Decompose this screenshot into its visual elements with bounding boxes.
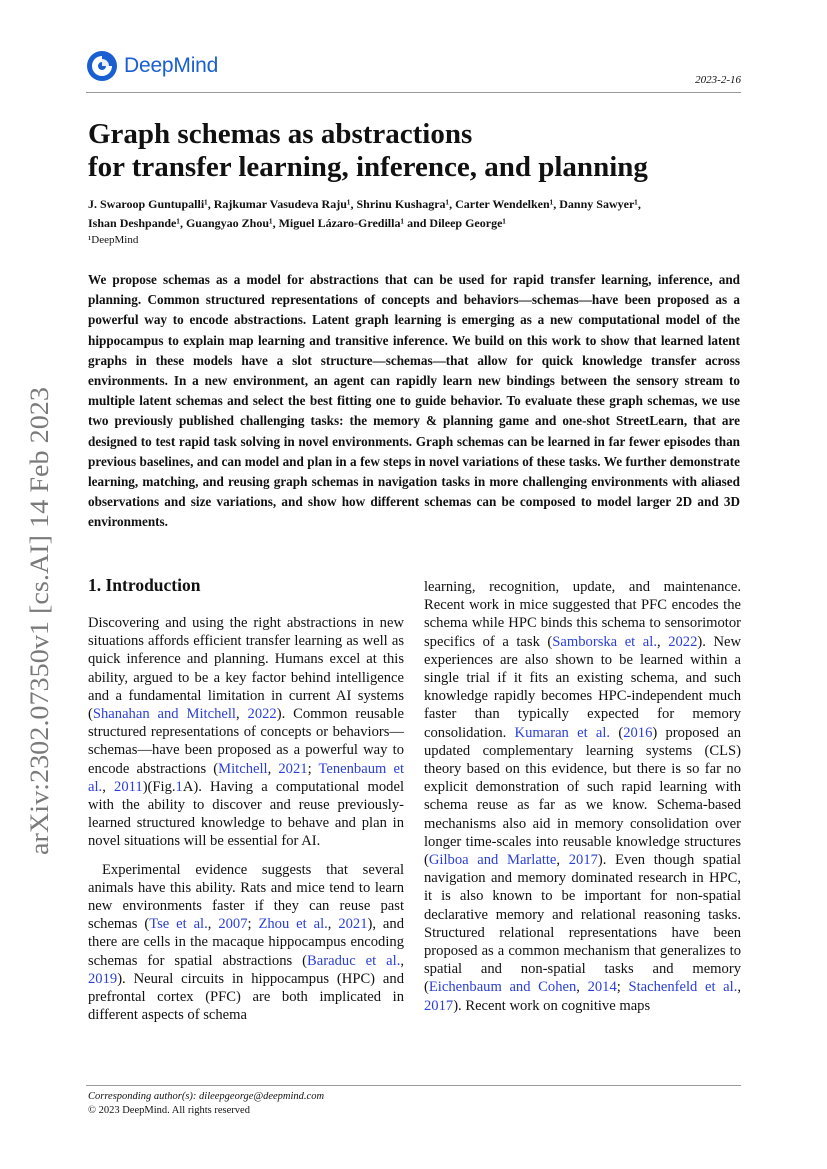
body-text: , [235, 706, 248, 723]
citation-link[interactable]: Kumaran et al. [514, 724, 611, 741]
body-text: , [327, 916, 339, 933]
citation-link[interactable]: 2016 [623, 724, 653, 741]
body-text: , [400, 952, 404, 969]
deepmind-logo-icon [86, 50, 118, 82]
abstract: We propose schemas as a model for abstractions that can be used for rapid transfer learning, inference, and planning. Common structured representations of concepts and behaviors—schemas—have been proposed as a powerful way to encode abstractions. Latent graph learning is emerging as a new computational model of the hippocampus to explain map learning and transitive inference. We build on this work to show that learned latent graphs in these models have a slot structure—schemas—that allow for quick knowledge transfer across environments. In a new environment, an agent can rapidly learn new bindings between the sensory stream to multiple latent schemas and select the best fitting one to guide behavior. To evaluate these graph schemas, we use two previously published challenging tasks: the memory & planning game and one-shot StreetLearn, that are designed to test rapid task solving in novel environments. Graph schemas can be learned in far fewer episodes than previous baselines, and can model and plan in a few steps in novel variations of these tasks. We further demonstrate learning, matching, and reusing graph schemas in navigation tasks in more challenging environments with aliased observations and size variations, and show how different schemas can be composed to model larger 2D and 3D environments. [88, 272, 740, 530]
deepmind-logo [86, 50, 218, 82]
body-text: ). Common reusable structured representations of concepts or behaviors—schemas—have been proposed as a powerful way to encode abstractions ( [88, 706, 404, 777]
body-text: , [267, 760, 279, 777]
body-text: ) proposed an updated complementary learning systems (CLS) theory based on this evidence, but there is so far no explicit demonstration of such rapid learning with schema reuse as far as we know. Schema-based mechanisms also aid in memory consolidation over longer time-scales into reusable knowledge structures ( [424, 724, 742, 869]
author-list [88, 195, 738, 233]
body-text: , [737, 979, 742, 996]
body-text: ( [610, 724, 624, 741]
arxiv-stamp [18, 385, 58, 855]
body-text: ; [247, 916, 259, 933]
body-text: ; [307, 760, 319, 777]
body-column-left [88, 614, 404, 1024]
body-text: , [576, 979, 588, 996]
footer [88, 1090, 324, 1118]
authors-line-2: Ishan Deshpande¹, Guangyao Zhou¹, Miguel Lázaro-Gredilla¹ and Dileep George¹ [88, 216, 506, 230]
body-text: ). Even though spatial navigation and memory dominated research in HPC, it is also known to be important for non-spatial declarative memory and relational reasoning tasks. Structured relational representations have been proposed as a common mechanism that generalizes to spatial and non-spatial tasks and memory ( [424, 852, 741, 996]
citation-link[interactable]: 2017 [568, 852, 598, 869]
citation-link[interactable]: Baraduc et al. [307, 952, 401, 969]
paragraph [424, 578, 741, 1015]
copyright: © 2023 DeepMind. All rights reserved [88, 1105, 250, 1116]
body-column-right [424, 578, 741, 1015]
citation-link[interactable]: 2022 [247, 706, 277, 723]
title-line-1: Graph schemas as abstractions [88, 118, 473, 150]
citation-link[interactable]: Samborska et al. [552, 633, 657, 650]
body-text: Experimental evidence suggests that several animals have this ability. Rats and mice tend to learn new environments faster if they can reuse past schemas ( [88, 861, 404, 933]
citation-link[interactable]: 1 [175, 778, 183, 795]
body-text: ). Neural circuits in hippocampus (HPC) and prefrontal cortex (PFC) are both implicated in different aspects of schema [88, 970, 404, 1024]
publication-date: 2023-2-16 [695, 74, 741, 86]
body-text: ). Recent work on cognitive maps [453, 997, 651, 1014]
citation-link[interactable]: 2021 [278, 760, 308, 777]
citation-link[interactable]: Tse et al. [149, 916, 208, 933]
citation-link[interactable]: 2011 [114, 778, 143, 795]
citation-link[interactable]: Eichenbaum and Cohen [428, 979, 577, 996]
citation-link[interactable]: Shanahan and Mitchell [92, 706, 236, 723]
body-text: A). Having a computational model with the ability to discover and reuse previously-learned structured knowledge to behave and plan in novel situations will be essential for AI. [88, 778, 405, 850]
citation-link[interactable]: 2014 [587, 979, 617, 996]
body-text: Discovering and using the right abstractions in new situations affords efficient transfer learning as well as quick inference and planning. Humans excel at this ability, argued to be a key factor behind intelligence and a fundamental limitation in current AI systems ( [88, 615, 404, 723]
body-text: )(Fig. [142, 778, 176, 795]
citation-link[interactable]: Gilboa and Marlatte [428, 852, 557, 869]
title-line-2: for transfer learning, inference, and planning [88, 151, 648, 183]
body-text: learning, recognition, update, and maintenance. Recent work in mice suggested that PFC encodes the schema while HPC binds this schema to sensorimotor specifics of a task ( [424, 579, 741, 650]
header-divider [86, 92, 741, 93]
body-text: , [102, 778, 115, 795]
citation-link[interactable]: 2021 [338, 916, 368, 933]
body-text: , [556, 852, 569, 869]
body-text: , [207, 916, 219, 933]
body-text: ). New experiences are also shown to be learned within a single trial if it fits an existing schema, and such knowledge rapidly becomes HPC-independent much faster than typically expected for memory consolidation. [424, 633, 742, 741]
paper-title [88, 118, 648, 184]
citation-link[interactable]: 2019 [88, 970, 118, 987]
corresponding-author: Corresponding author(s): dileepgeorge@deepmind.com [88, 1091, 325, 1102]
affiliation: ¹DeepMind [88, 234, 139, 246]
citation-link[interactable]: Mitchell [218, 760, 268, 777]
citation-link[interactable]: Zhou et al. [258, 916, 328, 933]
body-text: ; [616, 979, 629, 996]
arxiv-id: arXiv:2302.07350v1 [cs.AI] 14 Feb 2023 [25, 423, 54, 855]
citation-link[interactable]: Tenenbaum et al. [88, 760, 405, 795]
paragraph [88, 614, 404, 851]
section-heading: 1. Introduction [88, 575, 201, 595]
logo-text: DeepMind [124, 54, 219, 77]
paragraph [88, 861, 404, 1025]
authors-line-1: J. Swaroop Guntupalli¹, Rajkumar Vasudeva Raju¹, Shrinu Kushagra¹, Carter Wendelken¹, Danny Sawyer¹, [88, 197, 641, 211]
citation-link[interactable]: 2017 [424, 997, 454, 1014]
citation-link[interactable]: 2007 [218, 916, 248, 933]
citation-link[interactable]: Stachenfeld et al. [628, 979, 738, 996]
body-text: ), and there are cells in the macaque hippocampus encoding schemas for spatial abstractions ( [88, 916, 404, 969]
citation-link[interactable]: 2022 [668, 633, 698, 650]
footer-divider [86, 1085, 741, 1086]
body-text: , [656, 633, 669, 650]
